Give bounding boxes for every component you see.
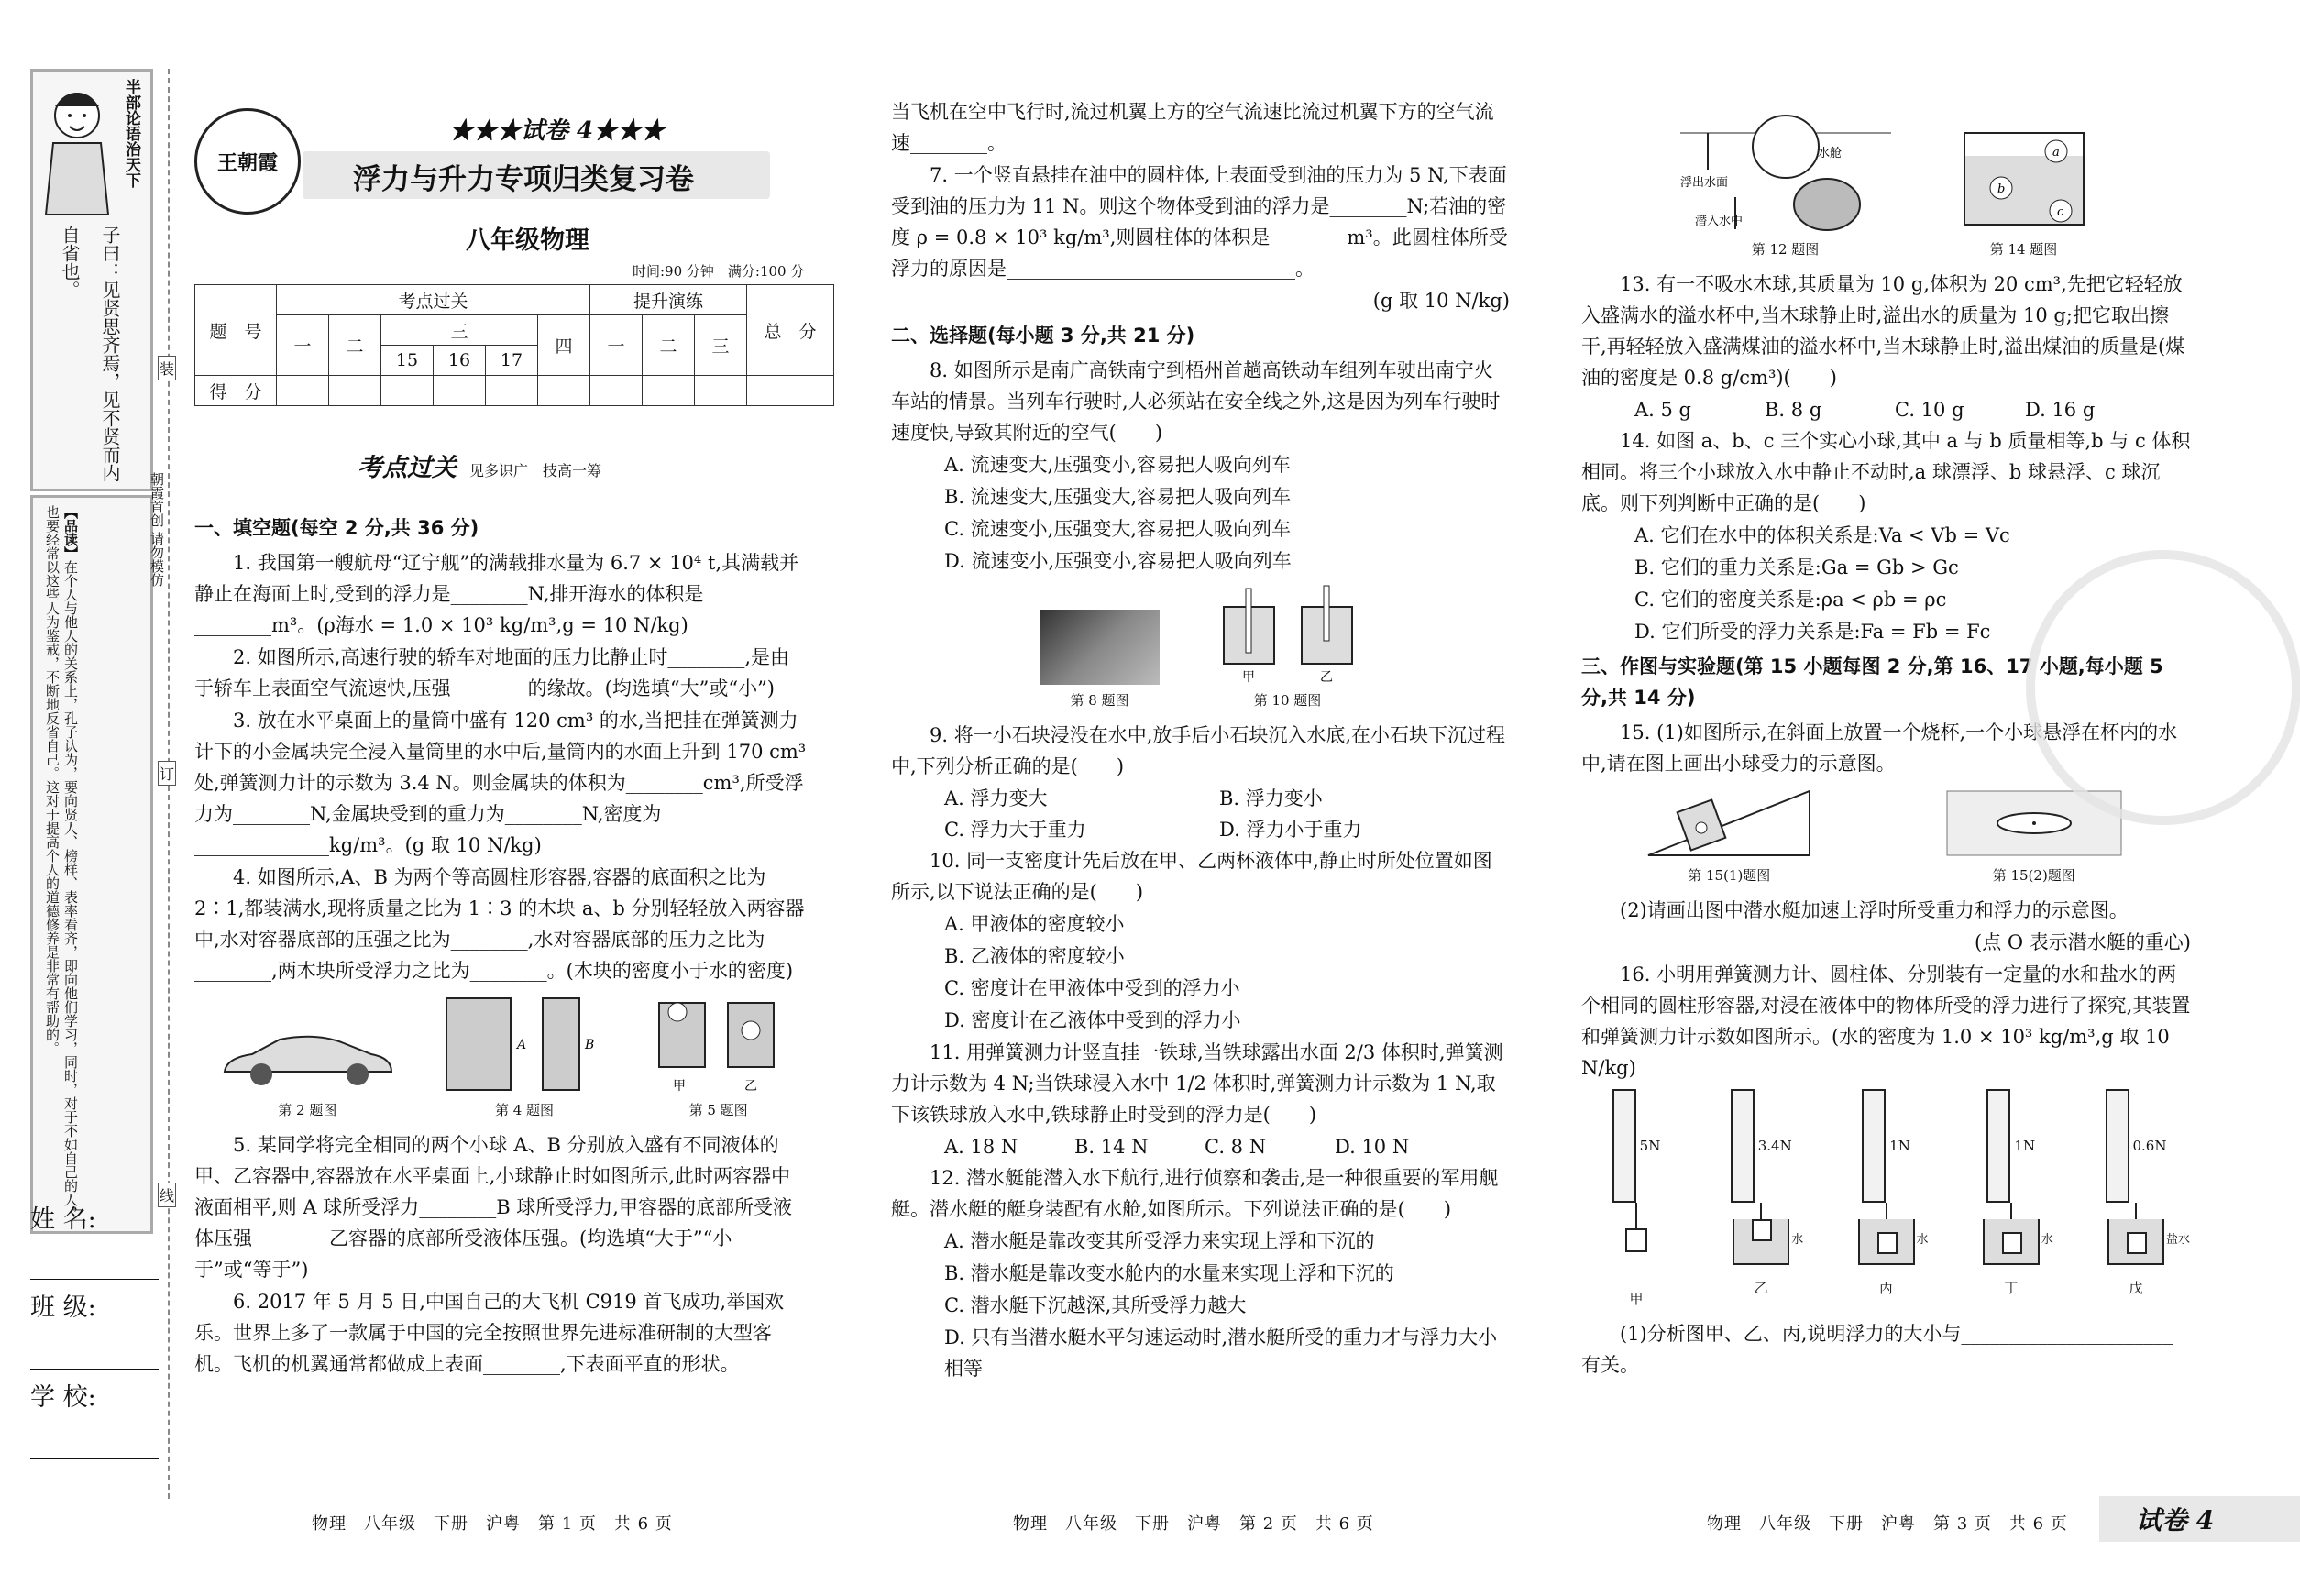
figure-row-3 <box>1581 96 2191 265</box>
spring-scale-setup: 1N 水 丙 <box>1832 1089 1942 1315</box>
reading-text: 在个人与他人的关系上，孔子认为，要向贤人、榜样、表率看齐，即向他们学习，同时，对于不如自己的人，也要经常以这些人为鉴戒，不断地反省自己。这对于提高个人的道德修养是非常有帮助的。 <box>44 505 79 1220</box>
table-group-1: 考点过关 <box>277 285 590 315</box>
motto-tag: 半部论语治天下 <box>122 79 140 188</box>
binding-note: 朝霞首创 请勿模仿 <box>149 472 165 587</box>
reading-label: 【品读】 <box>62 505 79 560</box>
figure-16 <box>1581 1089 2191 1315</box>
q11-option[interactable]: A. 18 N <box>944 1136 1018 1158</box>
table-total: 总 分 <box>747 285 834 376</box>
question-11: 11. 用弹簧测力计竖直挂一铁球,当铁球露出水面 2/3 体积时,弹簧测力计示数为 4 N;当铁球浸入水中 1/2 体积时,弹簧测力计示数为 1 N,取下该铁球放入水中,铁球静止时受到的浮力是( ) <box>891 1041 1503 1126</box>
column-2 <box>891 96 1510 1385</box>
q11-option[interactable]: B. 14 N <box>1074 1136 1149 1158</box>
fig12-tank-label: 水舱 <box>1817 147 1842 160</box>
binding-mark-1: 装 <box>158 356 176 380</box>
q12-option[interactable]: C. 潜水艇下沉越深,其所受浮力越大 <box>944 1294 1247 1316</box>
school-label: 学 校: <box>30 1383 96 1412</box>
q12-option[interactable]: A. 潜水艇是靠改变其所受浮力来实现上浮和下沉的 <box>944 1230 1375 1252</box>
q9-option[interactable]: C. 浮力大于重力 <box>944 819 1086 841</box>
score-table-wrap <box>194 284 834 406</box>
q11-option[interactable]: D. 10 N <box>1335 1136 1410 1158</box>
svg-text:c: c <box>2056 205 2063 219</box>
table-subcol: 17 <box>486 346 538 376</box>
section-experiment: 三、作图与实验题(第 15 小题每图 2 分,第 16、17 小题,每小题 5 分,共 14 分) <box>1581 655 2163 709</box>
fig10-label-a: 甲 <box>1241 670 1255 685</box>
table-col: 二 <box>643 315 695 376</box>
q10-option[interactable]: C. 密度计在甲液体中受到的浮力小 <box>944 977 1240 999</box>
q14-option[interactable]: B. 它们的重力关系是:Ga = Gb > Gc <box>1634 556 1959 578</box>
logo-text: 王朝霞 <box>216 150 278 175</box>
figure-5 <box>650 994 787 1126</box>
question-15b: (2)请画出图中潜水艇加速上浮时所受重力和浮力的示意图。 <box>1620 899 2129 921</box>
q10-option[interactable]: A. 甲液体的密度较小 <box>944 913 1125 935</box>
q11-options <box>891 1131 1510 1162</box>
spring-scale-setup: 0.6N 盐水 戊 <box>2081 1089 2191 1315</box>
section-choice: 二、选择题(每小题 3 分,共 21 分) <box>891 325 1195 347</box>
hydrometer-figure <box>1215 584 1361 685</box>
question-8: 8. 如图所示是南广高铁南宁到梧州首趟高铁动车组列车驶出南宁火车站的情景。当列车行驶时,人必须站在安全线之外,这是因为列车行驶时速度快,导致其附近的空气( ) <box>891 359 1501 444</box>
table-col: 四 <box>538 315 590 376</box>
spring-scale-setup: 1N 水 丁 <box>1956 1089 2066 1315</box>
q13-option[interactable]: A. 5 g <box>1634 399 1691 421</box>
q11-option[interactable]: C. 8 N <box>1205 1136 1267 1158</box>
figure-row-2 <box>891 584 1510 716</box>
table-col: 三 <box>381 315 538 346</box>
figure-8-caption: 第 8 题图 <box>1070 692 1129 709</box>
page-title: 浮力与升力专项归类复习卷 <box>353 163 694 196</box>
figure-15b-caption: 第 15(2)题图 <box>1992 867 2075 884</box>
question-13: 13. 有一不吸水木球,其质量为 10 g,体积为 20 cm³,先把它轻轻放入盛满水的溢水杯中,当木球静止时,溢出水的质量为 10 g;把它取出擦干,再轻轻放入盛满煤油的溢水杯中,当木球静止时,溢出煤油的质量是(煤油的密度是 0.8 g/cm³)( ) <box>1581 273 2185 389</box>
q9-options-row-2 <box>891 814 1510 845</box>
figure-14-caption: 第 14 题图 <box>1989 241 2058 258</box>
containers-figure <box>442 994 607 1095</box>
spring-scale-setup: 3.4N 水 乙 <box>1706 1089 1816 1315</box>
q12-option[interactable]: B. 潜水艇是靠改变水舱内的水量来实现上浮和下沉的 <box>944 1262 1394 1284</box>
score-cell[interactable] <box>747 376 834 406</box>
table-group-2: 提升演练 <box>590 285 747 315</box>
figure-10-caption: 第 10 题图 <box>1253 692 1322 709</box>
time-info: 时间:90 分钟 满分:100 分 <box>633 263 805 280</box>
figure-row-1 <box>194 994 809 1126</box>
question-7: 7. 一个竖直悬挂在油中的圆柱体,上表面受到油的压力为 5 N,下表面受到油的压力为 11 N。则这个物体受到油的浮力是________N;若油的密度 ρ = 0.8 × 10³ kg/m³,则圆柱体的体积是________m³。此圆柱体所受浮力的原因是______________________________。 <box>891 164 1508 280</box>
q14-option[interactable]: A. 它们在水中的体积关系是:Va < Vb = Vc <box>1634 524 2010 546</box>
table-col: 一 <box>277 315 329 376</box>
q8-option[interactable]: C. 流速变小,压强变大,容易把人吸向列车 <box>944 518 1292 540</box>
class-label: 班 级: <box>30 1293 96 1322</box>
svg-text:A: A <box>516 1038 527 1052</box>
score-cell[interactable] <box>434 376 486 406</box>
reading-text-block <box>43 505 80 1220</box>
score-cell[interactable] <box>329 376 381 406</box>
q9-option[interactable]: D. 浮力小于重力 <box>1219 819 1362 841</box>
student-info <box>30 1192 159 1459</box>
fig10-label-b: 乙 <box>1319 670 1333 685</box>
svg-text:a: a <box>2052 146 2060 160</box>
submarine-tanks-figure <box>1680 96 1891 234</box>
table-col: 三 <box>695 315 747 376</box>
q9-options-row-1 <box>891 783 1510 814</box>
question-1: 1. 我国第一艘航母“辽宁舰”的满载排水量为 6.7 × 10⁴ t,其满载并静止在海面上时,受到的浮力是________N,排开海水的体积是________m³。(ρ海水 = 1.0 × 10³ kg/m³,g = 10 N/kg) <box>194 552 799 636</box>
train-photo <box>1040 610 1160 685</box>
figure-12-caption: 第 12 题图 <box>1751 241 1820 258</box>
q13-option[interactable]: C. 10 g <box>1895 399 1964 421</box>
q13-option[interactable]: D. 16 g <box>2025 399 2096 421</box>
question-15: 15. (1)如图所示,在斜面上放置一个烧杯,一个小球悬浮在杯内的水中,请在图上画出小球受力的示意图。 <box>1581 721 2178 775</box>
figure-10 <box>1215 584 1361 716</box>
figure-15a <box>1646 787 1811 891</box>
subject-title: 八年级物理 <box>466 226 589 255</box>
logo-seal <box>194 108 301 215</box>
table-label-score: 得 分 <box>195 376 277 406</box>
page-footer-1: 物理 八年级 下册 沪粤 第 1 页 共 6 页 <box>312 1514 673 1534</box>
confucius-quote: 子曰：见贤思齐焉，见不贤而内自省也。 <box>59 226 121 482</box>
figure-4-caption: 第 4 题图 <box>494 1102 555 1118</box>
page-badge-text: 试卷 4 <box>2136 1505 2215 1535</box>
question-16: 16. 小明用弹簧测力计、圆柱体、分别装有一定量的水和盐水的两个相同的圆柱形容器,对浸在液体中的物体所受的浮力进行了探究,其装置和弹簧测力计示数如图所示。(水的密度为 1.0 × 10³ kg/m³,g 取 10 N/kg) <box>1581 963 2191 1079</box>
binding-mark-2: 订 <box>158 761 176 786</box>
table-label-number: 题 号 <box>195 285 277 376</box>
question-6: 6. 2017 年 5 月 5 日,中国自己的大飞机 C919 首飞成功,举国欢乐。世界上多了一款属于中国的完全按照世界先进标准研制的大型客机。飞机的机翼通常都做成上表面________,下表面平直的形状。 <box>194 1291 785 1375</box>
section-banner <box>358 447 601 483</box>
q13-options <box>1581 394 2191 425</box>
figure-15a-caption: 第 15(1)题图 <box>1688 867 1771 884</box>
q8-option[interactable]: A. 流速变大,压强变小,容易把人吸向列车 <box>944 454 1291 476</box>
figure-8 <box>1040 610 1160 716</box>
spring-scale-setup: 5N 甲 <box>1581 1089 1691 1315</box>
svg-text:B: B <box>584 1038 595 1052</box>
q13-option[interactable]: B. 8 g <box>1765 399 1822 421</box>
name-label: 姓 名: <box>30 1205 96 1234</box>
q9-option[interactable]: A. 浮力变大 <box>944 787 1048 809</box>
incline-beaker-figure <box>1646 787 1811 860</box>
table-col: 二 <box>329 315 381 376</box>
svg-text:乙: 乙 <box>743 1079 757 1094</box>
score-cell[interactable] <box>590 376 643 406</box>
score-cell[interactable] <box>277 376 329 406</box>
name-field[interactable] <box>30 1235 159 1280</box>
score-cell[interactable] <box>486 376 538 406</box>
three-balls-figure <box>1955 124 2093 234</box>
figure-4 <box>442 994 607 1126</box>
section-fill-in: 一、填空题(每空 2 分,共 36 分) <box>194 517 479 539</box>
score-cell[interactable] <box>538 376 590 406</box>
confucius-box <box>30 69 153 491</box>
page-footer-3: 物理 八年级 下册 沪粤 第 3 页 共 6 页 <box>1707 1514 2068 1534</box>
binding-mark-3: 线 <box>158 1183 176 1207</box>
table-col: 一 <box>590 315 643 376</box>
question-7-note: (g 取 10 N/kg) <box>1372 290 1510 312</box>
q9-option[interactable]: B. 浮力变小 <box>1219 787 1323 809</box>
fig12-up-label: 浮出水面 <box>1679 176 1728 190</box>
question-16-part-1: (1)分析图甲、乙、丙,说明浮力的大小与______________________有关。 <box>1581 1323 2173 1376</box>
section-banner-subtitle: 见多识广 技高一筹 <box>469 462 602 479</box>
car-figure <box>215 1021 399 1095</box>
question-10: 10. 同一支密度计先后放在甲、乙两杯液体中,静止时所处位置如图所示,以下说法正确的是( ) <box>891 850 1492 903</box>
question-12: 12. 潜水艇能潜入水下航行,进行侦察和袭击,是一种很重要的军用舰艇。潜水艇的艇身装配有水舱,如图所示。下列说法正确的是( ) <box>891 1167 1499 1220</box>
watermark-seal <box>2026 550 2300 825</box>
score-cell[interactable] <box>381 376 434 406</box>
column-1 <box>194 509 809 1381</box>
q14-option[interactable]: C. 它们的密度关系是:ρa < ρb = ρc <box>1634 589 1947 611</box>
question-15-note: (点 O 表示潜水艇的重心) <box>1975 931 2191 953</box>
svg-text:b: b <box>1997 182 2005 196</box>
score-cell[interactable] <box>695 376 747 406</box>
table-subcol: 15 <box>381 346 434 376</box>
q12-option[interactable]: D. 只有当潜水艇水平匀速运动时,潜水艇所受的重力才与浮力大小相等 <box>944 1326 1498 1380</box>
score-table <box>194 284 834 406</box>
figure-2-caption: 第 2 题图 <box>278 1102 337 1118</box>
figure-2 <box>215 1021 399 1126</box>
balls-figure <box>650 994 787 1095</box>
question-5: 5. 某同学将完全相同的两个小球 A、B 分别放入盛有不同液体的甲、乙容器中,容器放在水平桌面上,小球静止时如图所示,此时两容器中液面相平,则 A 球所受浮力________B 球所受浮力,甲容器的底部所受液体压强________乙容器的底部所受液体压强。(均选填“大于”“小于”或“等于”) <box>194 1134 792 1281</box>
class-field[interactable] <box>30 1323 159 1370</box>
question-2: 2. 如图所示,高速行驶的轿车对地面的压力比静止时________,是由于轿车上表面空气流速快,压强________的缘故。(均选填“大”或“小”) <box>194 646 790 699</box>
q10-option[interactable]: B. 乙液体的密度较小 <box>944 945 1125 967</box>
q8-option[interactable]: D. 流速变小,压强变小,容易把人吸向列车 <box>944 550 1292 572</box>
svg-text:甲: 甲 <box>672 1079 686 1094</box>
question-14: 14. 如图 a、b、c 三个实心小球,其中 a 与 b 质量相等,b 与 c 体积相同。将三个小球放入水中静止不动时,a 球漂浮、b 球悬浮、c 球沉底。则下列判断中正确的是( ) <box>1581 430 2191 514</box>
figure-12 <box>1680 96 1891 265</box>
score-cell[interactable] <box>643 376 695 406</box>
question-4: 4. 如图所示,A、B 为两个等高圆柱形容器,容器的底面积之比为 2∶1,都装满水,现将质量之比为 1∶3 的木块 a、b 分别轻轻放入两容器中,水对容器底部的压强之比为________,水对容器底部的压力之比为________,两木块所受浮力之比为________。(木块的密度小于水的密度) <box>194 866 805 982</box>
table-subcol: 16 <box>434 346 486 376</box>
school-field[interactable] <box>30 1413 159 1459</box>
q14-option[interactable]: D. 它们所受的浮力关系是:Fa = Fb = Fc <box>1634 621 1991 643</box>
question-9: 9. 将一小石块浸没在水中,放手后小石块沉入水底,在小石块下沉过程中,下列分析正确的是( ) <box>891 724 1506 777</box>
series-label: ★★★试卷 4★★★ <box>449 117 666 145</box>
section-banner-title: 考点过关 <box>358 454 457 482</box>
q10-option[interactable]: D. 密度计在乙液体中受到的浮力小 <box>944 1009 1241 1031</box>
page-footer-2: 物理 八年级 下册 沪粤 第 2 页 共 6 页 <box>1013 1514 1374 1534</box>
question-3: 3. 放在水平桌面上的量筒中盛有 120 cm³ 的水,当把挂在弹簧测力计下的小金属块完全浸入量筒里的水中后,量筒内的水面上升到 170 cm³ 处,弹簧测力计的示数为 3.4 N。则金属块的体积为________cm³,所受浮力为________N,金属块受到的重力为________N,密度为______________kg/m³。(g 取 10 N/kg) <box>194 710 807 856</box>
question-6-cont: 当飞机在空中飞行时,流过机翼上方的空气流速比流过机翼下方的空气流速________。 <box>891 101 1494 154</box>
figure-14 <box>1955 124 2093 265</box>
confucius-portrait-icon <box>40 79 112 216</box>
figure-5-caption: 第 5 题图 <box>688 1102 748 1118</box>
q8-option[interactable]: B. 流速变大,压强变大,容易把人吸向列车 <box>944 486 1292 508</box>
page-badge <box>2099 1496 2300 1542</box>
fig12-down-label: 潜入水中 <box>1694 215 1743 228</box>
